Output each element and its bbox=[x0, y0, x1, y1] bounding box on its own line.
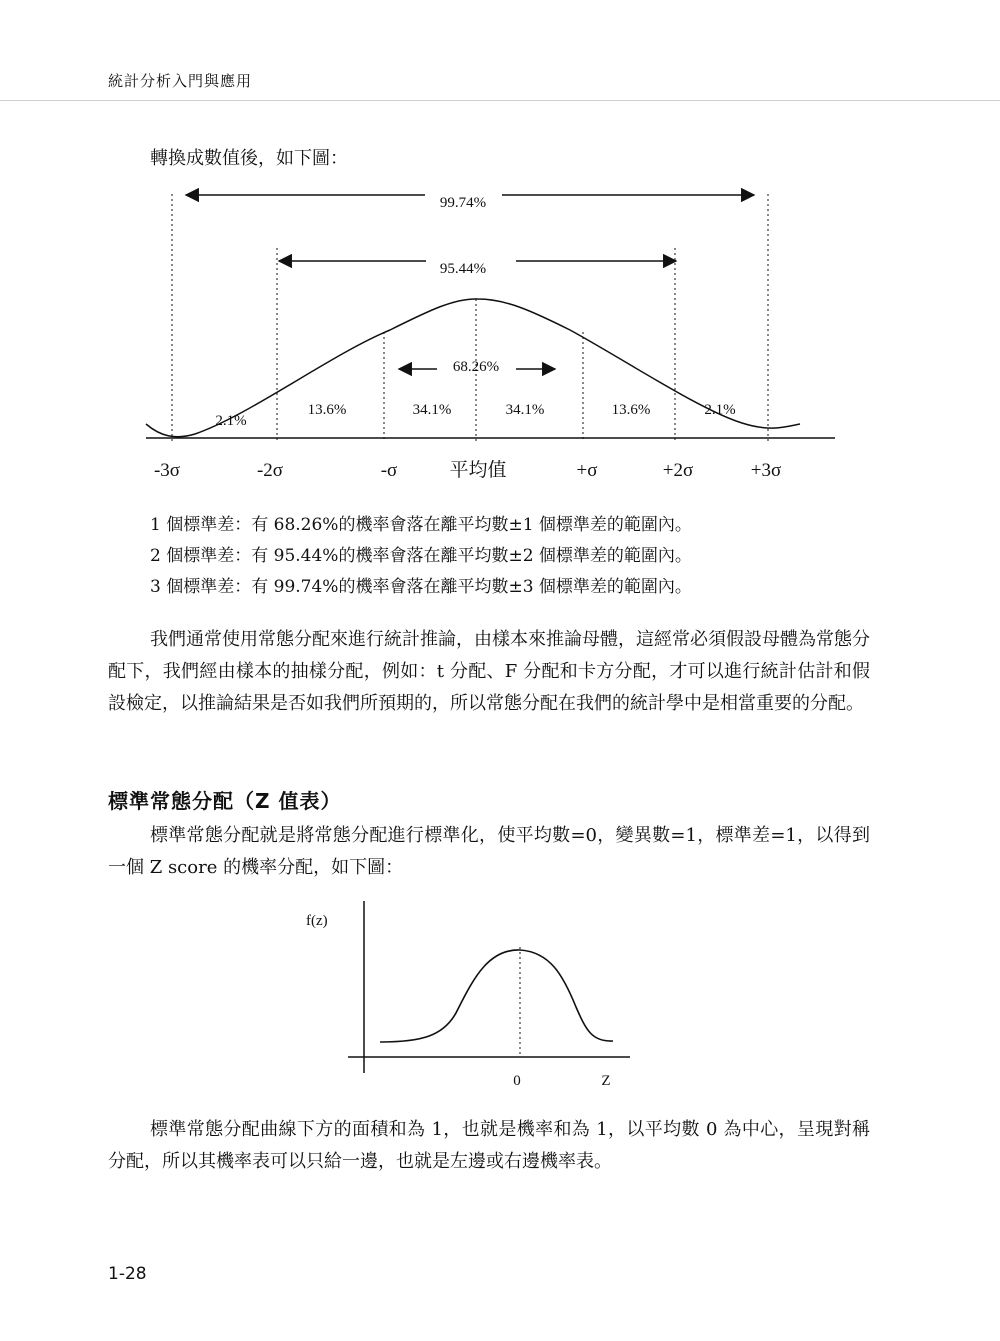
axis-label: -3σ bbox=[153, 460, 181, 481]
region-label: 2.1% bbox=[215, 413, 247, 429]
paragraph-inference-text: 我們通常使用常態分配來進行統計推論，由樣本來推論母體，這經常必須假設母體為常態分配下，我們經由樣本的抽樣分配，例如：t 分配、F 分配和卡方分配，才可以進行統計估計和假設檢定，以推論結果是否如我們所預期的，所以常態分配在我們的統計學中是相當重要的分配。 bbox=[108, 629, 870, 714]
bracket-label-68: 68.26% bbox=[452, 359, 500, 375]
z-curve bbox=[380, 950, 613, 1042]
axis-label: 平均值 bbox=[449, 460, 507, 481]
bracket-label-99: 99.74% bbox=[439, 195, 487, 211]
paragraph-standardize bbox=[108, 820, 870, 884]
paragraph-symmetry bbox=[108, 1114, 870, 1178]
axis-label: +3σ bbox=[750, 460, 782, 481]
region-label: 2.1% bbox=[704, 402, 736, 418]
x-tick-label: 0 bbox=[513, 1073, 521, 1089]
header-divider bbox=[0, 100, 1000, 101]
sd-line-2: 2 個標準差：有 95.44%的機率會落在離平均數±2 個標準差的範圍內。 bbox=[150, 546, 692, 566]
sigma-guides bbox=[172, 194, 768, 442]
y-axis-label: f(z) bbox=[306, 913, 328, 929]
axis-label: +2σ bbox=[662, 460, 694, 481]
paragraph-inference bbox=[108, 624, 870, 720]
page-number: 1-28 bbox=[108, 1264, 147, 1284]
region-label: 34.1% bbox=[412, 402, 452, 418]
section-heading: 標準常態分配（Z 值表） bbox=[108, 789, 342, 813]
sd-line-3: 3 個標準差：有 99.74%的機率會落在離平均數±3 個標準差的範圍內。 bbox=[150, 577, 692, 597]
x-axis-label: Z bbox=[601, 1073, 611, 1089]
sd-line-1: 1 個標準差：有 68.26%的機率會落在離平均數±1 個標準差的範圍內。 bbox=[150, 515, 692, 535]
bracket-label-95: 95.44% bbox=[439, 261, 487, 277]
normal-distribution-figure bbox=[0, 180, 1000, 490]
running-header: 統計分析入門與應用 bbox=[108, 72, 253, 90]
intro-text: 轉換成數值後，如下圖： bbox=[150, 148, 348, 169]
paragraph-symmetry-text: 標準常態分配曲線下方的面積和為 1，也就是機率和為 1，以平均數 0 為中心，呈現對稱分配，所以其機率表可以只給一邊，也就是左邊或右邊機率表。 bbox=[108, 1119, 870, 1172]
paragraph-standardize-text: 標準常態分配就是將常態分配進行標準化，使平均數=0，變異數=1，標準差=1，以得到一個 Z score 的機率分配，如下圖： bbox=[108, 825, 870, 878]
axis-label: +σ bbox=[576, 460, 598, 481]
region-label: 13.6% bbox=[307, 402, 347, 418]
z-distribution-figure bbox=[280, 895, 650, 1095]
region-label: 34.1% bbox=[505, 402, 545, 418]
axis-label: -σ bbox=[380, 460, 398, 481]
axis-label: -2σ bbox=[256, 460, 284, 481]
region-label: 13.6% bbox=[611, 402, 651, 418]
